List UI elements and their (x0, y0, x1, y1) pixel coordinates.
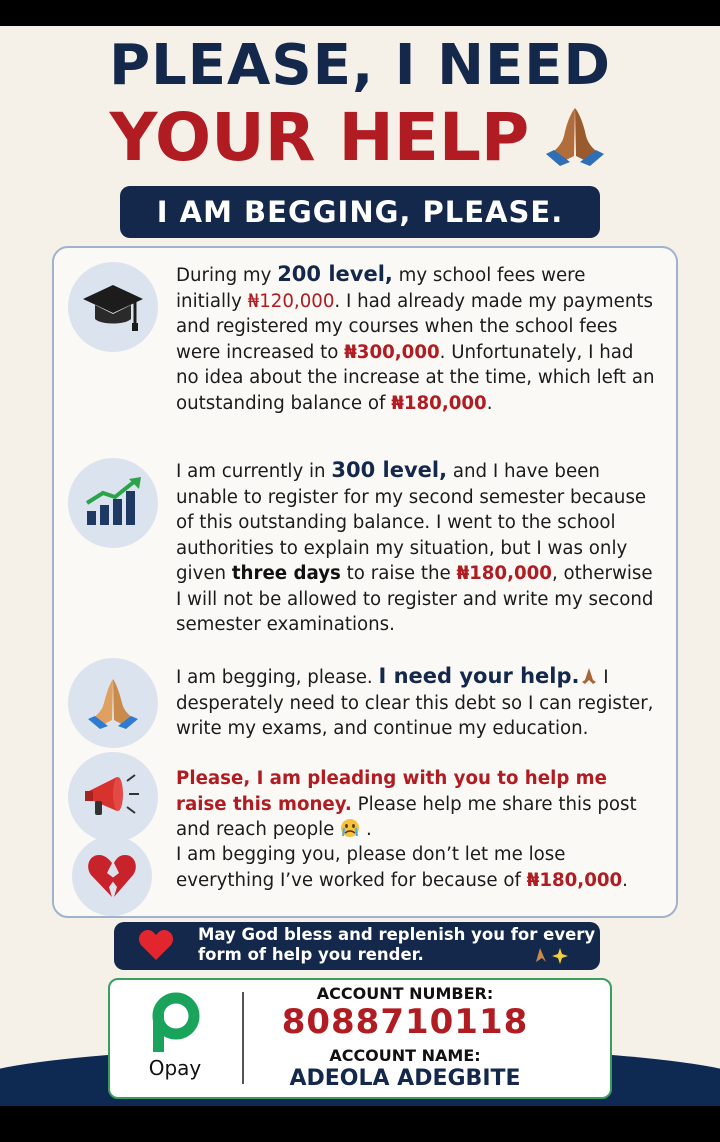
praying-hands-icon (68, 658, 158, 748)
p5-text-a: I am begging you, please don’t let me lose everything I’ve worked for because of (176, 844, 566, 891)
paragraph-5 (176, 842, 656, 893)
title-line-2: YOUR HELP (109, 99, 530, 176)
red-heart-icon (138, 930, 174, 966)
divider (242, 992, 244, 1084)
paragraph-4 (176, 766, 656, 843)
story-card (52, 246, 678, 918)
megaphone-icon (68, 752, 158, 842)
p3-text-c: I desperately need to clear this debt so I can register, write my exams, and continue my education. (176, 667, 654, 739)
opay-label: Opay (148, 1056, 202, 1080)
account-number: 8088710118 (281, 1002, 529, 1042)
p2-amount: ₦180,000 (456, 563, 552, 584)
p1-amount-balance: ₦180,000 (391, 392, 487, 414)
account-name: ADEOLA ADEGBITE (289, 1066, 521, 1091)
crying-face-icon (340, 818, 360, 838)
opay-logo-icon (146, 992, 204, 1058)
graduation-cap-icon (68, 262, 158, 352)
p4-text-c: . (360, 819, 372, 840)
p5-amount: ₦180,000 (526, 869, 623, 891)
p2-text-g: , otherwise I will not be allowed to register and write my second semester examinations. (176, 563, 654, 635)
p2-text-e: to raise the (340, 563, 457, 584)
title-line-2-row (0, 99, 720, 176)
praying-hands-icon (540, 104, 610, 172)
p1-amount-increased: ₦300,000 (344, 341, 440, 363)
p1-text-a: During my (176, 265, 278, 286)
p2-highlight-days: three days (231, 563, 341, 584)
p4-pleading: Please, I am pleading with you to help me raise this money. (176, 768, 607, 815)
blessing-banner (114, 922, 600, 970)
p4-text-b: Please help me share this post and reach people (176, 793, 637, 840)
poster (0, 26, 720, 1106)
begging-banner: I AM BEGGING, PLEASE. (120, 186, 600, 238)
p2-text-c: and I have been unable to register for my second semester because of this outstanding balance. I went to the school authorities to explain my situation, but I was only given (176, 461, 647, 584)
sparkle-icon (532, 946, 572, 970)
p1-text-e: . I had already made my payments and registered my courses when the school fees were increased to (176, 290, 653, 363)
p3-text-a: I am begging, please. (176, 667, 379, 688)
account-number-label: ACCOUNT NUMBER: (316, 984, 494, 1003)
title-line-1: PLEASE, I NEED (109, 33, 611, 98)
p1-text-g: . Unfortunately, I had no idea about the increase at the time, which left an outstanding balance of (176, 341, 655, 414)
broken-heart-icon (72, 836, 152, 916)
p2-highlight-level: 300 level, (331, 458, 448, 482)
p3-praying-hands-icon (580, 667, 598, 685)
account-box (108, 978, 612, 1099)
p1-text-c: my school fees were initially (176, 265, 586, 312)
paragraph-1 (176, 262, 656, 416)
p3-highlight-help: I need your help. (378, 664, 580, 688)
growth-chart-icon (68, 458, 158, 548)
p1-amount-initial: ₦120,000 (247, 290, 335, 312)
paragraph-3 (176, 664, 656, 742)
p2-text-a: I am currently in (176, 461, 332, 482)
blessing-text: May God bless and replenish you for every form of help you render. (198, 925, 596, 964)
p1-highlight-level: 200 level, (277, 262, 393, 286)
account-name-label: ACCOUNT NAME: (329, 1046, 481, 1065)
p5-text-c: . (622, 869, 628, 891)
p1-text-i: . (486, 392, 493, 414)
paragraph-2 (176, 458, 656, 638)
